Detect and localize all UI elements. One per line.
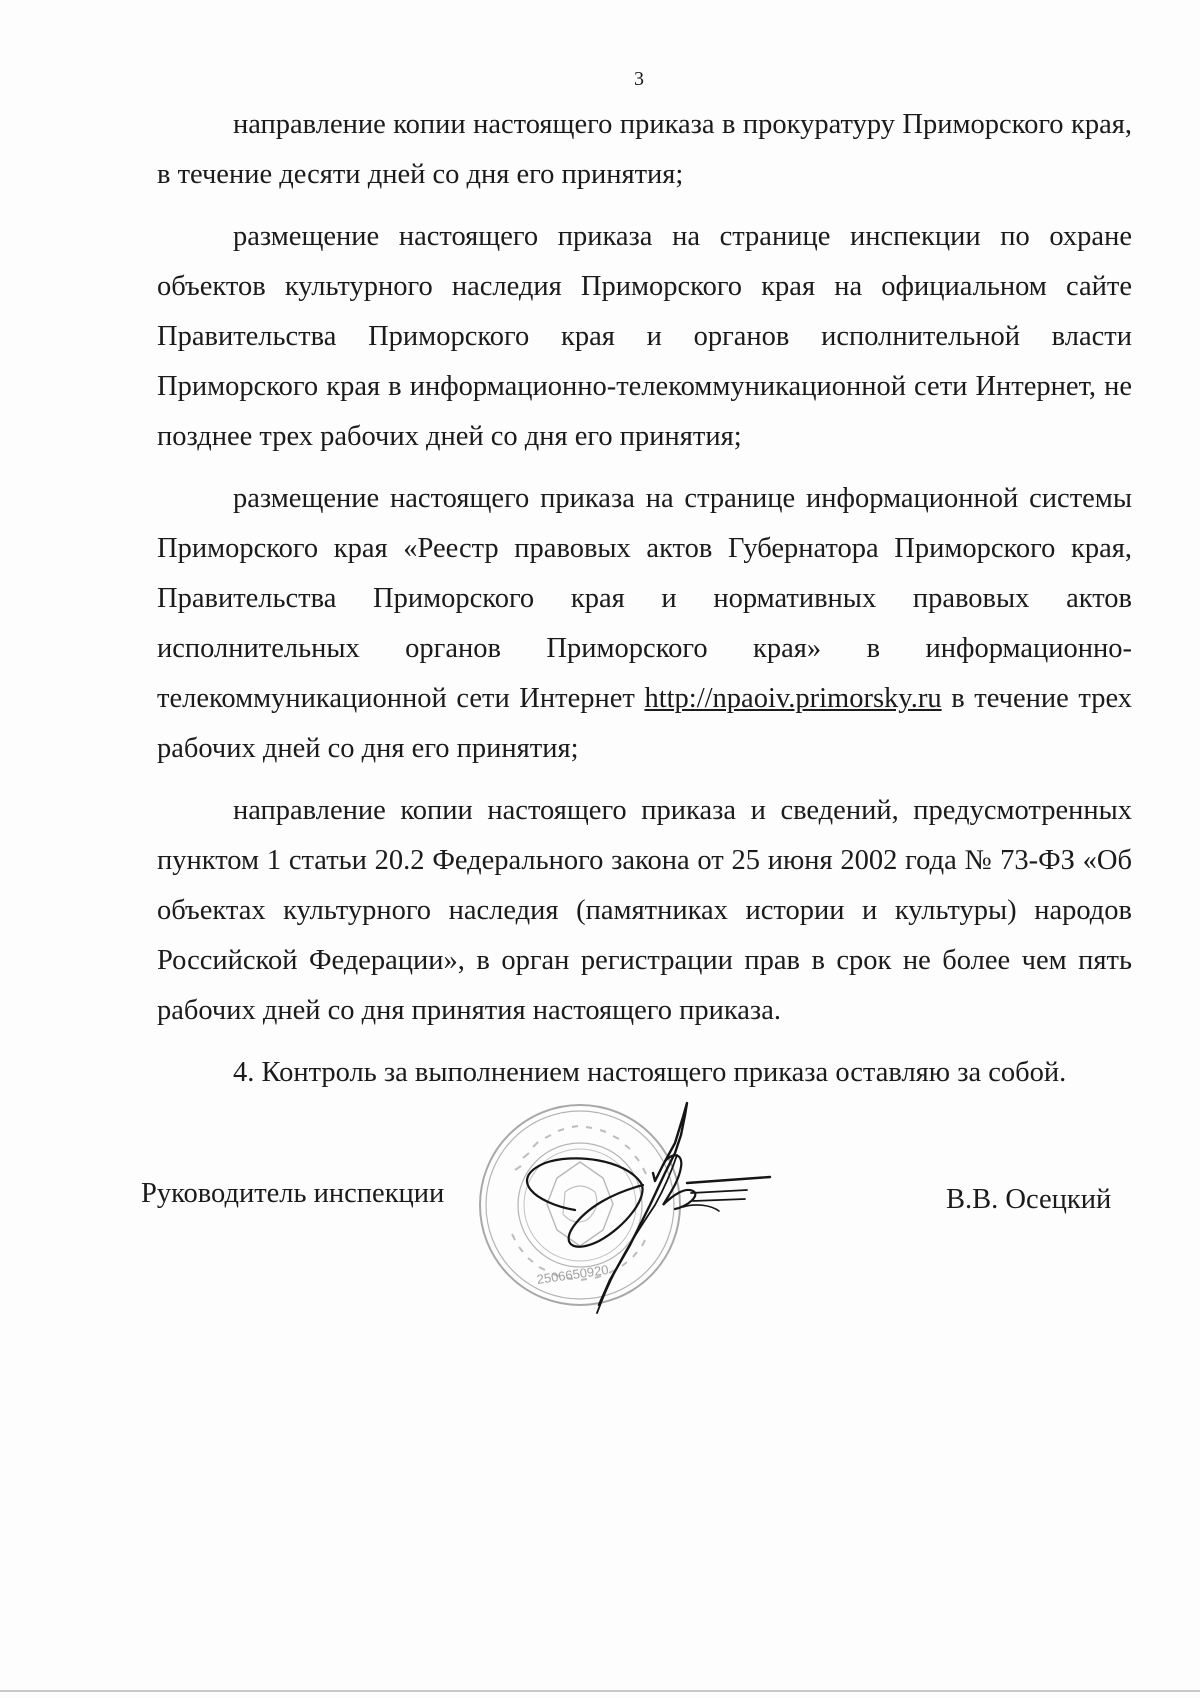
document-body (157, 100, 1132, 1110)
paragraph-registry-publication (157, 474, 1132, 774)
signer-name: В.В. Осецкий (946, 1184, 1112, 1215)
registry-link[interactable]: http://npaoiv.primorsky.ru (644, 683, 942, 714)
stamp-inn-text: 2506650920 (535, 1262, 610, 1287)
paragraph-prosecutor-copy: направление копии настоящего приказа в прокуратуру Приморского края, в течение десяти дней со дня его принятия; (157, 109, 1132, 190)
handwritten-signature-icon (515, 1095, 835, 1325)
registry-text-end: в течение трех рабочих дней со дня его принятия; (157, 683, 1132, 764)
scan-bottom-edge (0, 1690, 1200, 1692)
paragraph-registration-authority: направление копии настоящего приказа и сведений, предусмотренных пунктом 1 статьи 20.2 Федерального закона от 25 июня 2002 года № 73-ФЗ «Об объектах культурного наследия (памятниках истории и культуры) народов Российской Федерации», в орган регистрации прав в срок не более чем пять рабочих дней со дня принятия настоящего приказа. (157, 795, 1132, 1026)
position-title: Руководитель инспекции (141, 1178, 445, 1209)
official-stamp-icon (475, 1100, 685, 1310)
page-number: 3 (634, 68, 644, 90)
registry-text-start: размещение настоящего приказа на странице информационной системы Приморского края «Реестр правовых актов Губернатора Приморского края, Правительства Приморского края и нормативных правовых актов исполнительных органов Приморского края» в информационно-телекоммуникационной сети Интернет (157, 483, 1132, 714)
paragraph-website-publication: размещение настоящего приказа на странице инспекции по охране объектов культурного наследия Приморского края на официальном сайте Правительства Приморского края и органов исполнительной власти Приморского края в информационно-телекоммуникационной сети Интернет, не позднее трех рабочих дней со дня его принятия; (157, 221, 1132, 452)
paragraph-control-clause: 4. Контроль за выполнением настоящего приказа оставляю за собой. (233, 1057, 1067, 1088)
